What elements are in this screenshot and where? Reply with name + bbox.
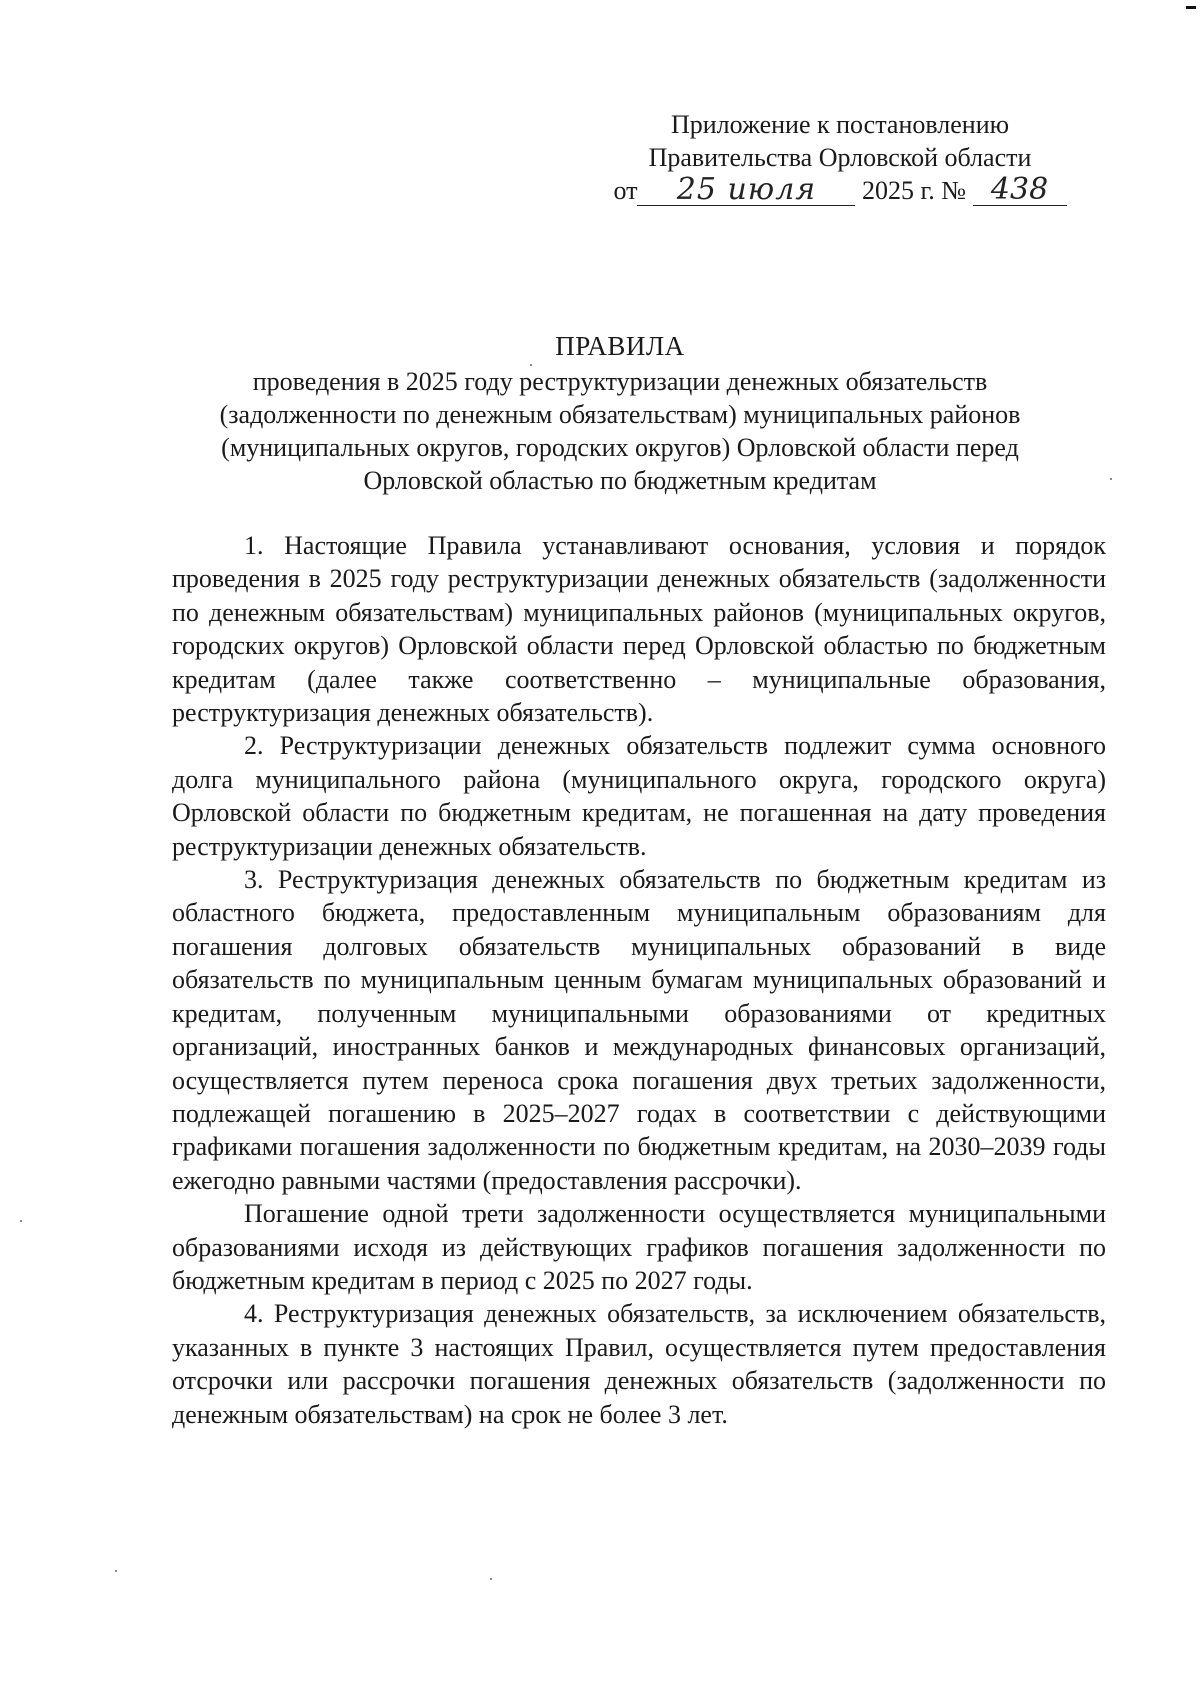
title-heading: ПРАВИЛА — [555, 331, 685, 361]
paragraph-3-continued: Погашение одной трети задолженности осуществляется муниципальными образованиями исходя из действующих графиков погашения задолженности по бюджетным кредитам в период с 2025 по 2027 годы. — [172, 1199, 1106, 1295]
document-body — [172, 529, 1106, 1431]
paragraph-4: 4. Реструктуризация денежных обязательств, за исключением обязательств, указанных в пункте 3 настоящих Правил, осуществляется путем предоставления отсрочки или рассрочки погашения денежных обязательств (задолженности по денежным обязательствам) на срок не более 3 лет. — [172, 1299, 1106, 1429]
paragraph-1: 1. Настоящие Правила устанавливают основания, условия и порядок проведения в 2025 году реструктуризации денежных обязательств (задолженности по денежным обязательствам) муниципальных районов (муниципальных округов, городских округов) Орловской области перед Орловской областью по бюджетным кредитам (далее также соответственно – муниципальные образования, реструктуризация денежных обязательств). — [172, 531, 1106, 728]
handwritten-date: 25 июля — [637, 175, 855, 206]
appendix-date-line — [600, 174, 1080, 207]
year-number-label: 2025 г. № — [861, 176, 967, 205]
appendix-line-1: Приложение к постановлению — [670, 110, 1010, 139]
title-line-4: Орловской областью по бюджетным кредитам — [363, 466, 877, 495]
document-title — [170, 330, 1070, 497]
title-line-1: проведения в 2025 году реструктуризации денежных обязательств — [252, 367, 988, 396]
appendix-line-2: Правительства Орловской области — [648, 143, 1032, 172]
title-line-2: (задолженности по денежным обязательствам) муниципальных районов — [219, 400, 1021, 429]
scan-speck — [1110, 478, 1112, 480]
appendix-header — [600, 108, 1080, 207]
handwritten-number: 438 — [973, 175, 1067, 206]
scan-mark — [1186, 6, 1196, 9]
scan-speck — [115, 1570, 117, 1572]
paragraph-3: 3. Реструктуризация денежных обязательств по бюджетным кредитам из областного бюджета, предоставленным муниципальным образованиям для погашения долговых обязательств муниципальных образований в виде обязательств по муниципальным ценным бумагам муниципальных образований и кредитам, полученным муниципальными образованиями от кредитных организаций, иностранных банков и международных финансовых организаций, осуществляется путем переноса срока погашения двух третьих задолженности, подлежащей погашению в 2025–2027 годах в соответствии с действующими графиками погашения задолженности по бюджетным кредитам, на 2030–2039 годы ежегодно равными частями (предоставления рассрочки). — [172, 865, 1106, 1195]
title-line-3: (муниципальных округов, городских округов) Орловской области перед — [221, 433, 1019, 462]
paragraph-2: 2. Реструктуризации денежных обязательств подлежит сумма основного долга муниципального района (муниципального округа, городского округа) Орловской области по бюджетным кредитам, не погашенная на дату проведения реструктуризации денежных обязательств. — [172, 731, 1106, 861]
scan-speck — [530, 364, 532, 366]
scan-speck — [490, 1578, 492, 1580]
scan-speck — [20, 1220, 22, 1222]
date-prefix: от — [613, 176, 638, 205]
